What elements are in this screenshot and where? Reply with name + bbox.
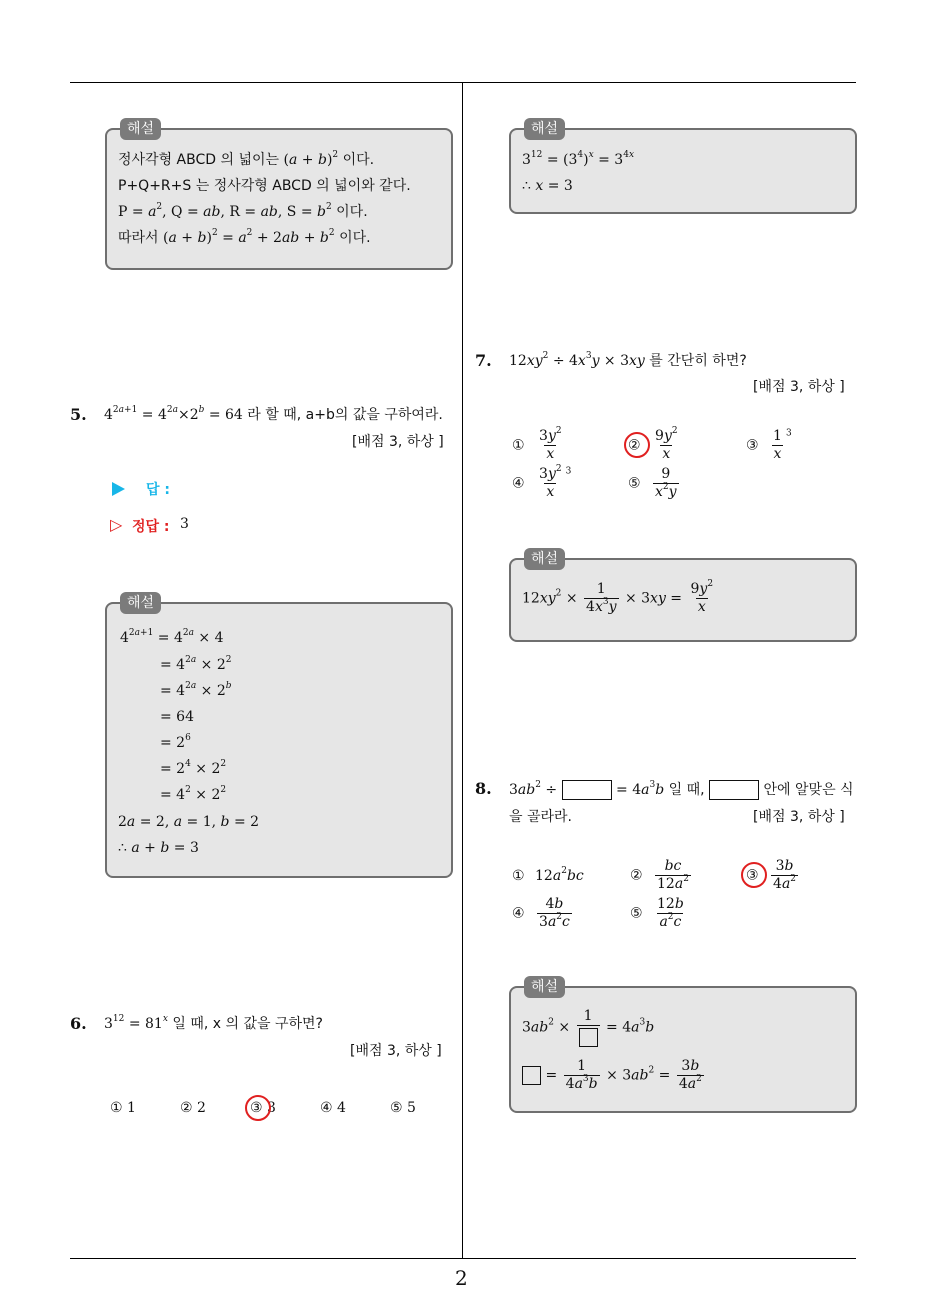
choice[interactable]: ⑤ $\frac{12b}{a^2c}$	[630, 896, 684, 930]
blank-box	[579, 1028, 598, 1047]
choice[interactable]: ② 2	[180, 1100, 206, 1116]
selected-circle-icon	[624, 432, 650, 458]
text: 따라서	[118, 230, 159, 246]
choice-mark: ④	[512, 905, 525, 922]
explanation-line: P+Q+R+S 는 정사각형 ABCD 의 넓이와 같다.	[118, 178, 411, 194]
score: [배점 3, 하상 ]	[753, 379, 845, 395]
question-prompt: $4^{2a+1} = 4^{2a}\times 2^b = 64$ 라 할 때, a+b의 값을 구하여라.	[104, 405, 443, 423]
text: 일 때,	[668, 782, 705, 798]
text: 를 간단히 하면?	[649, 353, 747, 369]
choice-mark: ⑤	[628, 475, 641, 492]
choice[interactable]: ① $\frac{3y^2}{x}$	[512, 426, 562, 462]
score: [배점 3, 하상 ]	[753, 809, 845, 825]
blank-box	[562, 780, 612, 800]
explanation-line: = $2^6$	[160, 733, 191, 751]
explanation-box-q8	[509, 986, 857, 1113]
choice-mark: ④	[512, 475, 525, 492]
text: 정사각형 ABCD 의 넓이는	[118, 152, 280, 168]
explanation-line: $P = a^2$, Q = ab, R = ab, $S = b^2$ 이다.	[118, 202, 368, 220]
explanation-line: $4^{2a+1} = 4^{2a} \times 4$	[120, 628, 224, 646]
explanation-line: 정사각형 ABCD 의 넓이는 $(a + b)^2$ 이다.	[118, 150, 375, 168]
choice[interactable]: ⑤ $\frac{9}{x^2y}$	[628, 466, 677, 500]
page-number: 2	[455, 1266, 468, 1290]
text: 이다.	[336, 204, 368, 220]
selected-circle-icon	[741, 862, 767, 888]
blank-box	[709, 780, 759, 800]
score: [배점 3, 하상 ]	[352, 434, 444, 450]
explanation-line: ∴ a + b = 3	[118, 840, 199, 856]
explanation-line: = $4^2 \times 2^2$	[160, 785, 227, 803]
selected-circle-icon	[245, 1095, 271, 1121]
question-number: 5.	[70, 405, 87, 424]
explanation-line: $12xy^2$ × $\frac{1}{4x^3y}$ × 3xy = $\frac{9y^2}{x}$	[522, 579, 714, 615]
correct-label: 정답 :	[132, 519, 170, 535]
question-prompt: $3^{12} = 81^x$ 일 때, x 의 값을 구하면?	[104, 1014, 323, 1032]
explanation-line: = $4^{2a} \times 2^b$	[160, 681, 232, 699]
choice-mark: ⑤	[630, 905, 643, 922]
explanation-tab: 해설	[120, 592, 161, 614]
choice-mark: ③	[746, 867, 759, 884]
question-prompt: $12xy^2 \div 4x^3y \times 3xy$ 를 간단히 하면?	[509, 351, 747, 369]
answer-label: 답 :	[146, 482, 170, 498]
text: 일 때, x 의 값을 구하면?	[172, 1016, 323, 1032]
choice-mark: ①	[512, 437, 525, 454]
choice[interactable]: ④ $\frac{4b}{3a^2c}$	[512, 896, 570, 930]
explanation-line: 2a = 2, a = 1, b = 2	[118, 814, 260, 830]
explanation-line: = 64	[160, 709, 194, 725]
choice[interactable]: ④ 4	[320, 1100, 346, 1116]
choice[interactable]: ② $\frac{9y^2}{x}$	[628, 426, 678, 462]
correct-value: 3	[180, 516, 189, 532]
explanation-line: $3ab^2$ × 1 = $4a^3b$	[522, 1008, 654, 1047]
explanation-tab: 해설	[524, 548, 565, 570]
choice-mark: ②	[628, 437, 641, 454]
explanation-tab: 해설	[120, 118, 161, 140]
text: 안에 알맞은 식	[763, 782, 854, 798]
explanation-line: = $2^4 \times 2^2$	[160, 759, 227, 777]
explanation-line: ∴ x = 3	[522, 178, 573, 194]
explanation-tab: 해설	[524, 118, 565, 140]
text: 이다.	[339, 230, 371, 246]
choice[interactable]: ① $12a^2bc$	[512, 866, 584, 884]
text: 이다.	[342, 152, 375, 168]
choice-mark: ③	[746, 437, 759, 454]
text: 라 할 때, a+b의 값을 구하여라.	[247, 407, 443, 423]
outline-arrow-icon: ▷	[110, 515, 123, 534]
choice[interactable]: ① 1	[110, 1100, 136, 1116]
choice[interactable]: ④ $\frac{3y^2}{x}$ $^3$	[512, 464, 572, 500]
question-prompt-cont: 을 골라라.	[509, 809, 572, 825]
choice-mark: ②	[630, 867, 643, 884]
score: [배점 3, 하상 ]	[350, 1043, 442, 1059]
explanation-line: 따라서 $(a + b)^2 = a^2 + 2ab + b^2$ 이다.	[118, 228, 371, 246]
question-number: 6.	[70, 1014, 87, 1033]
question-number: 8.	[475, 779, 492, 798]
explanation-box-q6	[509, 128, 857, 214]
choice[interactable]: ③ $\frac{1}{x}$ $^3$	[746, 428, 792, 462]
choice-mark: ①	[512, 868, 525, 884]
blank-box	[522, 1066, 541, 1085]
explanation-line: = $4^{2a} \times 2^2$	[160, 655, 232, 673]
choice[interactable]: ③ 3	[250, 1100, 276, 1116]
choice[interactable]: ⑤ 5	[390, 1100, 416, 1116]
question-number: 7.	[475, 351, 492, 370]
question-prompt: $3ab^2$ ÷ = $4a^3b$ 일 때, 안에 알맞은 식	[509, 780, 854, 798]
choice[interactable]: ② $\frac{bc}{12a^2}$	[630, 858, 689, 892]
explanation-tab: 해설	[524, 976, 565, 998]
play-arrow-icon	[112, 482, 125, 496]
explanation-line: = $\frac{1}{4a^3b}$ × $3ab^2$ = $\frac{3b}{4a^2}$	[522, 1058, 706, 1093]
explanation-line: $3^{12} = (3^4)^x = 3^{4x}$	[522, 150, 635, 168]
choice[interactable]: ③ $\frac{3b}{4a^2}$	[746, 858, 797, 892]
